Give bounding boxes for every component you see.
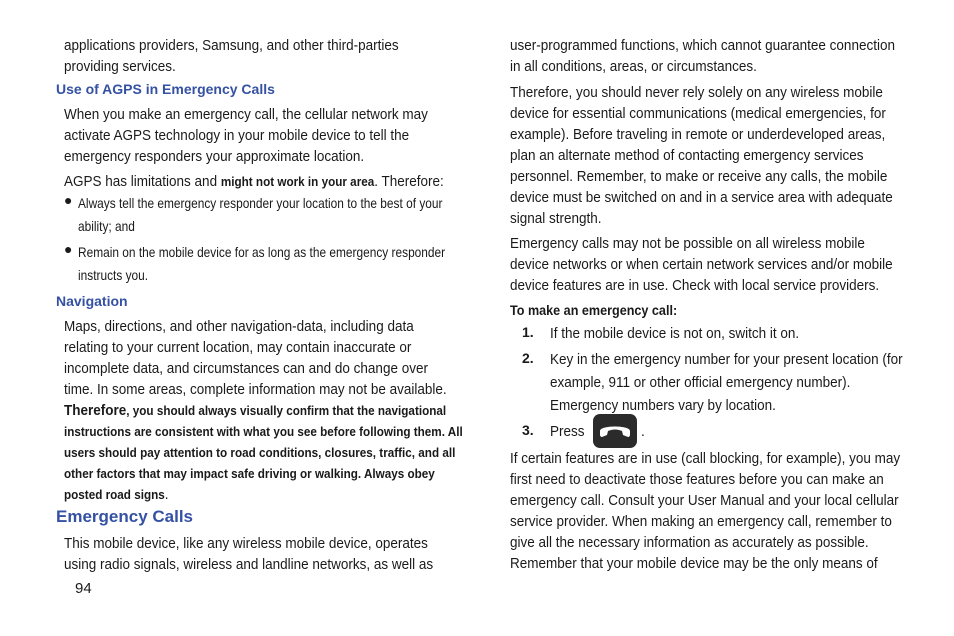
step-3-period: . bbox=[641, 423, 645, 440]
step-1: If the mobile device is not on, switch it on. bbox=[550, 325, 800, 342]
nav-line: incomplete data, and circumstances can and do change over bbox=[64, 360, 428, 377]
nav-bold-line bbox=[64, 484, 169, 505]
nav-therefore: Therefore bbox=[64, 402, 127, 419]
agps-p1-line: emergency responders your approximate location. bbox=[64, 148, 365, 165]
page-number: 94 bbox=[75, 580, 92, 597]
agps-p2-pre: AGPS has limitations and bbox=[64, 173, 221, 190]
nav-bold-text: , you should always visually confirm that the navigational bbox=[126, 403, 447, 418]
right-p4-line: give all the necessary information as accurately as possible. bbox=[510, 534, 869, 551]
nav-line: relating to your current location, may contain inaccurate or bbox=[64, 339, 412, 356]
step-number: 1. bbox=[522, 324, 534, 340]
right-p2-line: Therefore, you should never rely solely on any wireless mobile bbox=[510, 84, 883, 101]
nav-bold-line: instructions are consistent with what you see before following them. All bbox=[64, 424, 463, 439]
right-p3-line: device networks or when certain network services and/or mobile bbox=[510, 256, 893, 273]
step-3: Press bbox=[550, 423, 585, 440]
step-2-line: Emergency numbers vary by location. bbox=[550, 397, 776, 414]
to-make-call-heading: To make an emergency call: bbox=[510, 302, 678, 318]
right-p4-line: Remember that your mobile device may be the only means of bbox=[510, 555, 878, 572]
intro-line-2: providing services. bbox=[64, 58, 176, 75]
right-line: in all conditions, areas, or circumstances. bbox=[510, 58, 757, 75]
nav-bold-text: posted road signs bbox=[64, 487, 165, 502]
step-number: 2. bbox=[522, 350, 534, 366]
right-p2-line: signal strength. bbox=[510, 210, 602, 227]
bullet-1-line: ability; and bbox=[78, 218, 135, 234]
agps-p2-post: . Therefore: bbox=[374, 173, 444, 190]
nav-line: Maps, directions, and other navigation-data, including data bbox=[64, 318, 414, 335]
right-p3-line: device features are in use. Check with local service providers. bbox=[510, 277, 880, 294]
agps-p1-line: activate AGPS technology in your mobile device to tell the bbox=[64, 127, 410, 144]
agps-p1-line: When you make an emergency call, the cellular network may bbox=[64, 106, 428, 123]
end-call-phone-icon bbox=[593, 414, 637, 448]
navigation-heading: Navigation bbox=[56, 293, 128, 309]
step-2-line: example, 911 or other official emergency number). bbox=[550, 374, 851, 391]
emergency-line: This mobile device, like any wireless mobile device, operates bbox=[64, 535, 428, 552]
right-p4-line: service provider. When making an emergency call, remember to bbox=[510, 513, 892, 530]
agps-p2-bold: might not work in your area bbox=[220, 174, 375, 189]
step-number: 3. bbox=[522, 422, 534, 438]
emergency-line: using radio signals, wireless and landline networks, as well as bbox=[64, 556, 434, 573]
right-p4-line: emergency call. Consult your User Manual and your local cellular bbox=[510, 492, 899, 509]
right-p3-line: Emergency calls may not be possible on all wireless mobile bbox=[510, 235, 865, 252]
step-2-line: Key in the emergency number for your present location (for bbox=[550, 351, 903, 368]
bullet-icon: ● bbox=[64, 241, 73, 257]
right-line: user-programmed functions, which cannot guarantee connection bbox=[510, 37, 895, 54]
right-p2-line: personnel. Remember, to make or receive any calls, the mobile bbox=[510, 168, 888, 185]
right-p2-line: example). Before traveling in remote or underdeveloped areas, bbox=[510, 126, 886, 143]
agps-p2 bbox=[64, 171, 444, 192]
bullet-2-line: Remain on the mobile device for as long as the emergency responder bbox=[78, 244, 446, 260]
nav-period: . bbox=[164, 486, 169, 503]
right-p4-line: first need to deactivate those features before you can make an bbox=[510, 471, 884, 488]
right-p4-line: If certain features are in use (call blocking, for example), you may bbox=[510, 450, 901, 467]
bullet-1-line: Always tell the emergency responder your location to the best of your bbox=[78, 195, 443, 211]
nav-bold-line: users should pay attention to road conditions, closures, traffic, and all bbox=[64, 445, 456, 460]
right-p2-line: device for essential communications (medical emergencies, for bbox=[510, 105, 886, 122]
bullet-2-line: instructs you. bbox=[78, 267, 149, 283]
nav-bold-line: other factors that may impact safe driving or walking. Always obey bbox=[64, 466, 435, 481]
emergency-calls-heading: Emergency Calls bbox=[56, 507, 194, 526]
bullet-icon: ● bbox=[64, 192, 73, 208]
nav-bold-line bbox=[64, 400, 446, 421]
nav-line: time. In some areas, complete information may not be available. bbox=[64, 381, 447, 398]
right-p2-line: device must be switched on and in a service area with adequate bbox=[510, 189, 893, 206]
intro-line-1: applications providers, Samsung, and other third-parties bbox=[64, 37, 399, 54]
agps-heading: Use of AGPS in Emergency Calls bbox=[56, 81, 275, 97]
right-p2-line: plan an alternate method of contacting emergency services bbox=[510, 147, 864, 164]
